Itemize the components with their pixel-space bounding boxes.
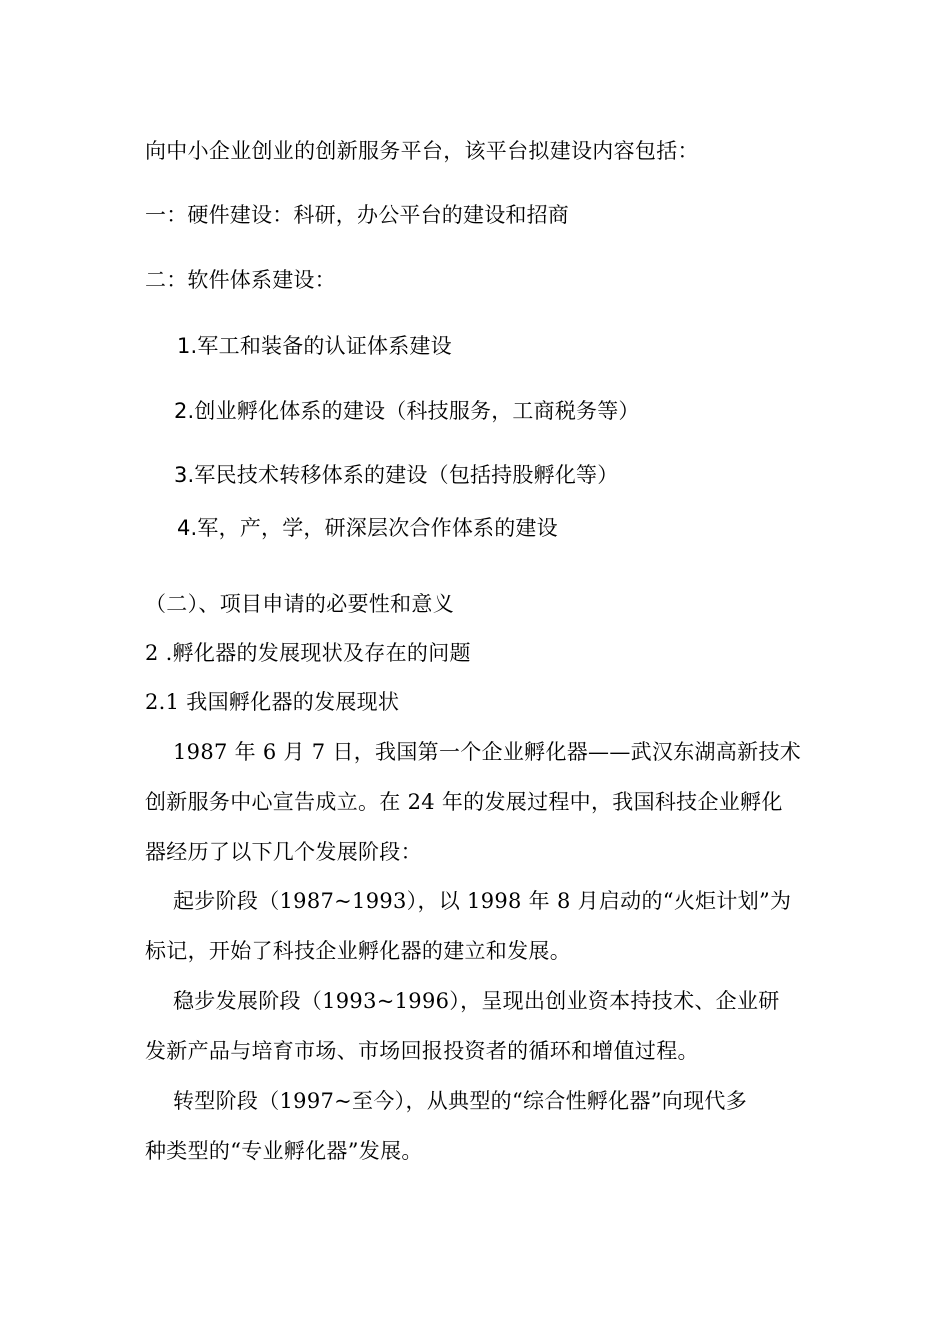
heading-necessity: （二）、项目申请的必要性和意义	[145, 592, 454, 616]
section-one-hardware: 一：硬件建设：科研，办公平台的建设和招商	[145, 203, 569, 227]
software-item-1: 1.军工和装备的认证体系建设	[177, 334, 452, 358]
heading-status: 2.1 我国孵化器的发展现状	[145, 690, 400, 714]
heading-incubator: 2 .孵化器的发展现状及存在的问题	[145, 641, 471, 665]
section-two-software: 二：软件体系建设：	[145, 268, 336, 292]
paragraph-1-line-1: 1987 年 6 月 7 日，我国第一个企业孵化器——武汉东湖高新技术	[173, 740, 802, 764]
paragraph-2-line-1: 起步阶段（1987~1993），以 1998 年 8 月启动的“火炬计划”为	[173, 889, 792, 913]
software-item-3: 3.军民技术转移体系的建设（包括持股孵化等）	[174, 463, 619, 487]
paragraph-3-line-2: 发新产品与培育市场、市场回报投资者的循环和增值过程。	[145, 1039, 699, 1063]
software-item-4: 4.军，产，学，研深层次合作体系的建设	[177, 516, 558, 540]
paragraph-1-line-2: 创新服务中心宣告成立。在 24 年的发展过程中，我国科技企业孵化	[145, 790, 783, 814]
paragraph-1-line-3: 器经历了以下几个发展阶段：	[145, 840, 422, 864]
software-item-2: 2.创业孵化体系的建设（科技服务，工商税务等）	[174, 399, 640, 423]
intro-line: 向中小企业创业的创新服务平台，该平台拟建设内容包括：	[145, 139, 699, 163]
paragraph-2-line-2: 标记，开始了科技企业孵化器的建立和发展。	[145, 939, 571, 963]
paragraph-4-line-2: 种类型的“专业孵化器”发展。	[145, 1139, 423, 1163]
paragraph-3-line-1: 稳步发展阶段（1993~1996），呈现出创业资本持技术、企业研	[173, 989, 780, 1013]
paragraph-4-line-1: 转型阶段（1997~至今），从典型的“综合性孵化器”向现代多	[173, 1089, 748, 1113]
